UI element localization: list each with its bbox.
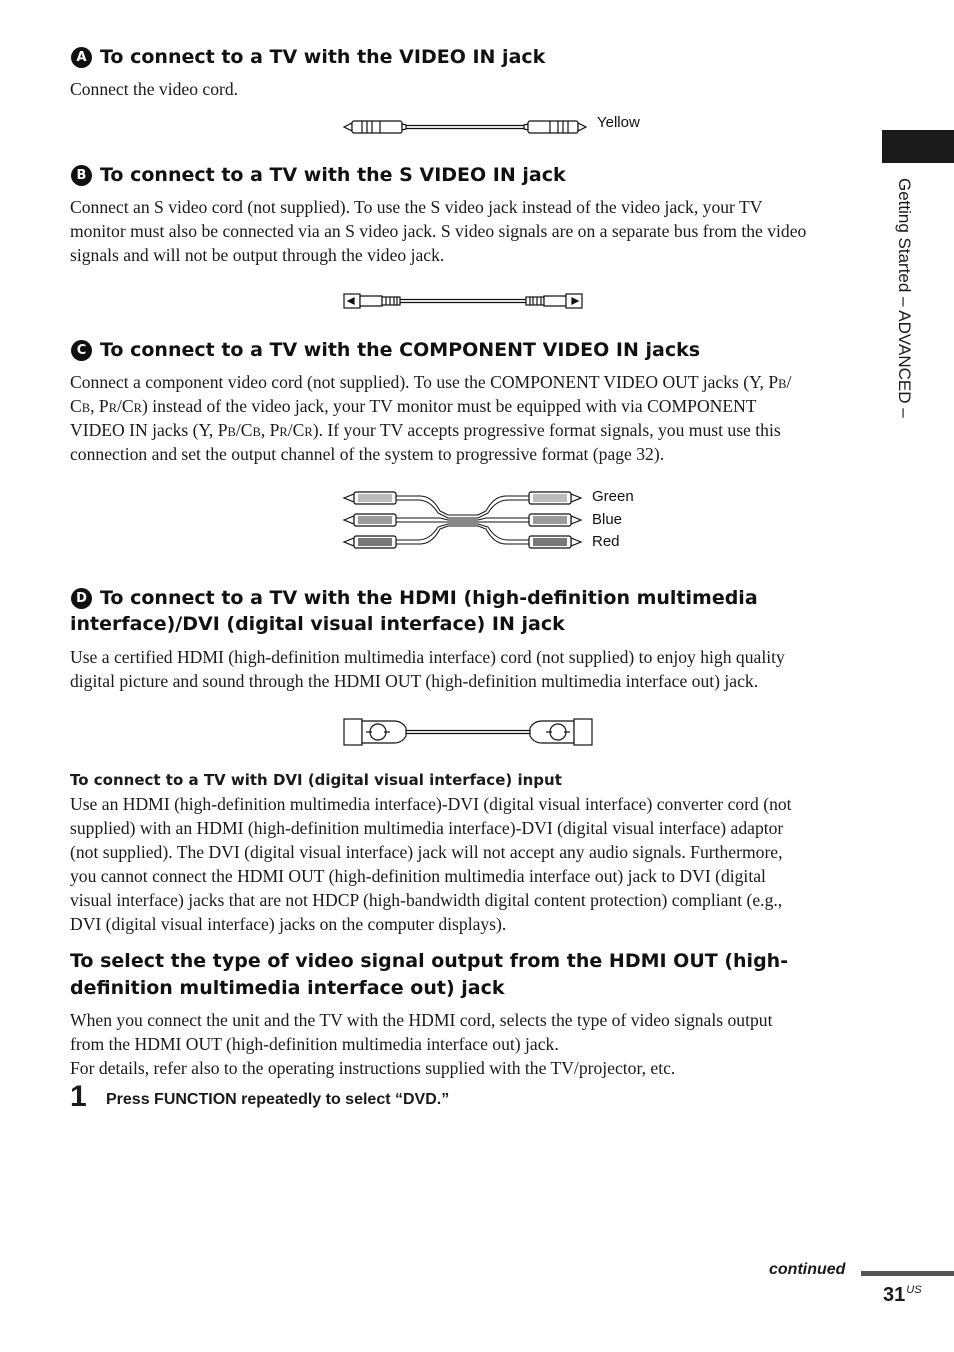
t3i: ). If your TV accepts progressive format signals, you must use this bbox=[312, 420, 781, 440]
t2c: , P bbox=[90, 396, 109, 416]
heading-component-video-in-text: To connect to a TV with the COMPONENT VIDEO IN jacks bbox=[100, 339, 701, 361]
hdmi-cord-illustration bbox=[342, 716, 594, 748]
heading-hdmi-line-2: interface)/DVI (digital visual interface) IN jack bbox=[70, 613, 565, 635]
text-select-line-3: For details, refer also to the operating instructions supplied with the TV/projector, etc. bbox=[70, 1058, 676, 1078]
badge-d: D bbox=[71, 588, 92, 609]
text-component-line-1 bbox=[70, 370, 860, 396]
heading-select-line-2: definition multimedia interface out) jack bbox=[70, 977, 505, 999]
text-component-line-3 bbox=[70, 418, 860, 444]
t2f: R bbox=[133, 401, 142, 415]
cable-label-yellow: Yellow bbox=[597, 114, 640, 131]
t3d: B bbox=[252, 425, 261, 439]
video-cord-illustration bbox=[340, 114, 590, 140]
text-component-line-2 bbox=[70, 394, 860, 420]
component-cord-illustration bbox=[340, 487, 585, 553]
continued-label: continued bbox=[769, 1261, 846, 1278]
text-s-video-line-2: monitor must also be connected via an S video jack. S video signals are on a separate bus from the video bbox=[70, 221, 807, 241]
heading-s-video-in bbox=[70, 162, 566, 188]
continued-bar bbox=[861, 1271, 954, 1276]
t3c: /C bbox=[235, 420, 253, 440]
text-hdmi-line-2: digital picture and sound through the HDMI OUT (high-definition multimedia interface out) jack. bbox=[70, 671, 759, 691]
heading-dvi-input: To connect to a TV with DVI (digital visual interface) input bbox=[70, 771, 562, 789]
badge-b: B bbox=[71, 165, 92, 186]
section-side-label: Getting Started – ADVANCED – bbox=[895, 178, 914, 418]
s-video-cord-illustration bbox=[342, 290, 584, 312]
text-hdmi-line-1: Use a certified HDMI (high-definition multimedia interface) cord (not supplied) to enjoy high quality bbox=[70, 647, 785, 667]
t3a: VIDEO IN jacks (Y, P bbox=[70, 420, 228, 440]
text-dvi-line-5: visual interface) jacks that are not HDCP (high-bandwidth digital content protection) compliant (e.g., bbox=[70, 890, 783, 910]
badge-a: A bbox=[71, 47, 92, 68]
t3h: R bbox=[304, 425, 313, 439]
text-s-video-line-1: Connect an S video cord (not supplied). To use the S video jack instead of the video jack, your TV bbox=[70, 197, 763, 217]
step-text: Press FUNCTION repeatedly to select “DVD.” bbox=[106, 1091, 450, 1108]
t2a: C bbox=[70, 396, 82, 416]
text-dvi-line-1: Use an HDMI (high-definition multimedia interface)-DVI (digital visual interface) converter cord (not bbox=[70, 794, 792, 814]
text-component-line-1-b: B bbox=[778, 377, 787, 391]
t3e: , P bbox=[260, 420, 280, 440]
text-dvi-line-2: supplied) with an HDMI (high-definition multimedia interface)-DVI (digital visual interface) adaptor bbox=[70, 818, 784, 838]
t2g: ) instead of the video jack, your TV monitor must be equipped with via COMPONENT bbox=[142, 396, 757, 416]
heading-component-video-in bbox=[70, 337, 700, 363]
text-s-video-line-3: signals and will not be output through the video jack. bbox=[70, 245, 445, 265]
heading-select-line-1: To select the type of video signal output from the HDMI OUT (high- bbox=[70, 950, 789, 972]
page-number-suffix: US bbox=[906, 1284, 922, 1296]
page-number-value: 31 bbox=[883, 1284, 906, 1306]
heading-video-in-text: To connect to a TV with the VIDEO IN jack bbox=[100, 46, 546, 68]
t3f: R bbox=[279, 425, 288, 439]
heading-s-video-in-text: To connect to a TV with the S VIDEO IN jack bbox=[100, 164, 566, 186]
step-number: 1 bbox=[70, 1080, 87, 1113]
text-dvi-line-4: you cannot connect the HDMI OUT (high-definition multimedia interface out) jack to DVI (digital bbox=[70, 866, 766, 886]
badge-c: C bbox=[71, 340, 92, 361]
text-component-line-1-a: Connect a component video cord (not supplied). To use the COMPONENT VIDEO OUT jacks (Y, P bbox=[70, 372, 779, 392]
text-select-line-1: When you connect the unit and the TV with the HDMI cord, selects the type of video signals output bbox=[70, 1010, 773, 1030]
t2d: R bbox=[108, 401, 118, 415]
text-component-line-1-c: / bbox=[786, 372, 792, 392]
cable-label-green: Green bbox=[592, 488, 634, 505]
text-dvi-line-3: (not supplied). The DVI (digital visual interface) jack will not accept any audio signals. Furthermore, bbox=[70, 842, 783, 862]
heading-video-in bbox=[70, 44, 545, 70]
t3b: B bbox=[227, 425, 236, 439]
t2e: /C bbox=[117, 396, 134, 416]
text-dvi-line-6: DVI (digital visual interface) jacks on the computer displays). bbox=[70, 914, 507, 934]
cable-label-blue: Blue bbox=[592, 511, 623, 528]
text-connect-video-cord: Connect the video cord. bbox=[70, 79, 239, 99]
cable-label-red: Red bbox=[592, 533, 620, 550]
t3g: /C bbox=[287, 420, 305, 440]
t2b: B bbox=[81, 401, 91, 415]
heading-hdmi-line-1-text: To connect to a TV with the HDMI (high-definition multimedia bbox=[100, 587, 758, 609]
heading-hdmi-line-1 bbox=[70, 585, 758, 611]
section-tab-marker bbox=[882, 130, 954, 163]
page-number bbox=[883, 1284, 922, 1307]
text-component-line-4: connection and set the output channel of the system to progressive format (page 32). bbox=[70, 444, 665, 464]
text-select-line-2: from the HDMI OUT (high-definition multimedia interface out) jack. bbox=[70, 1034, 559, 1054]
